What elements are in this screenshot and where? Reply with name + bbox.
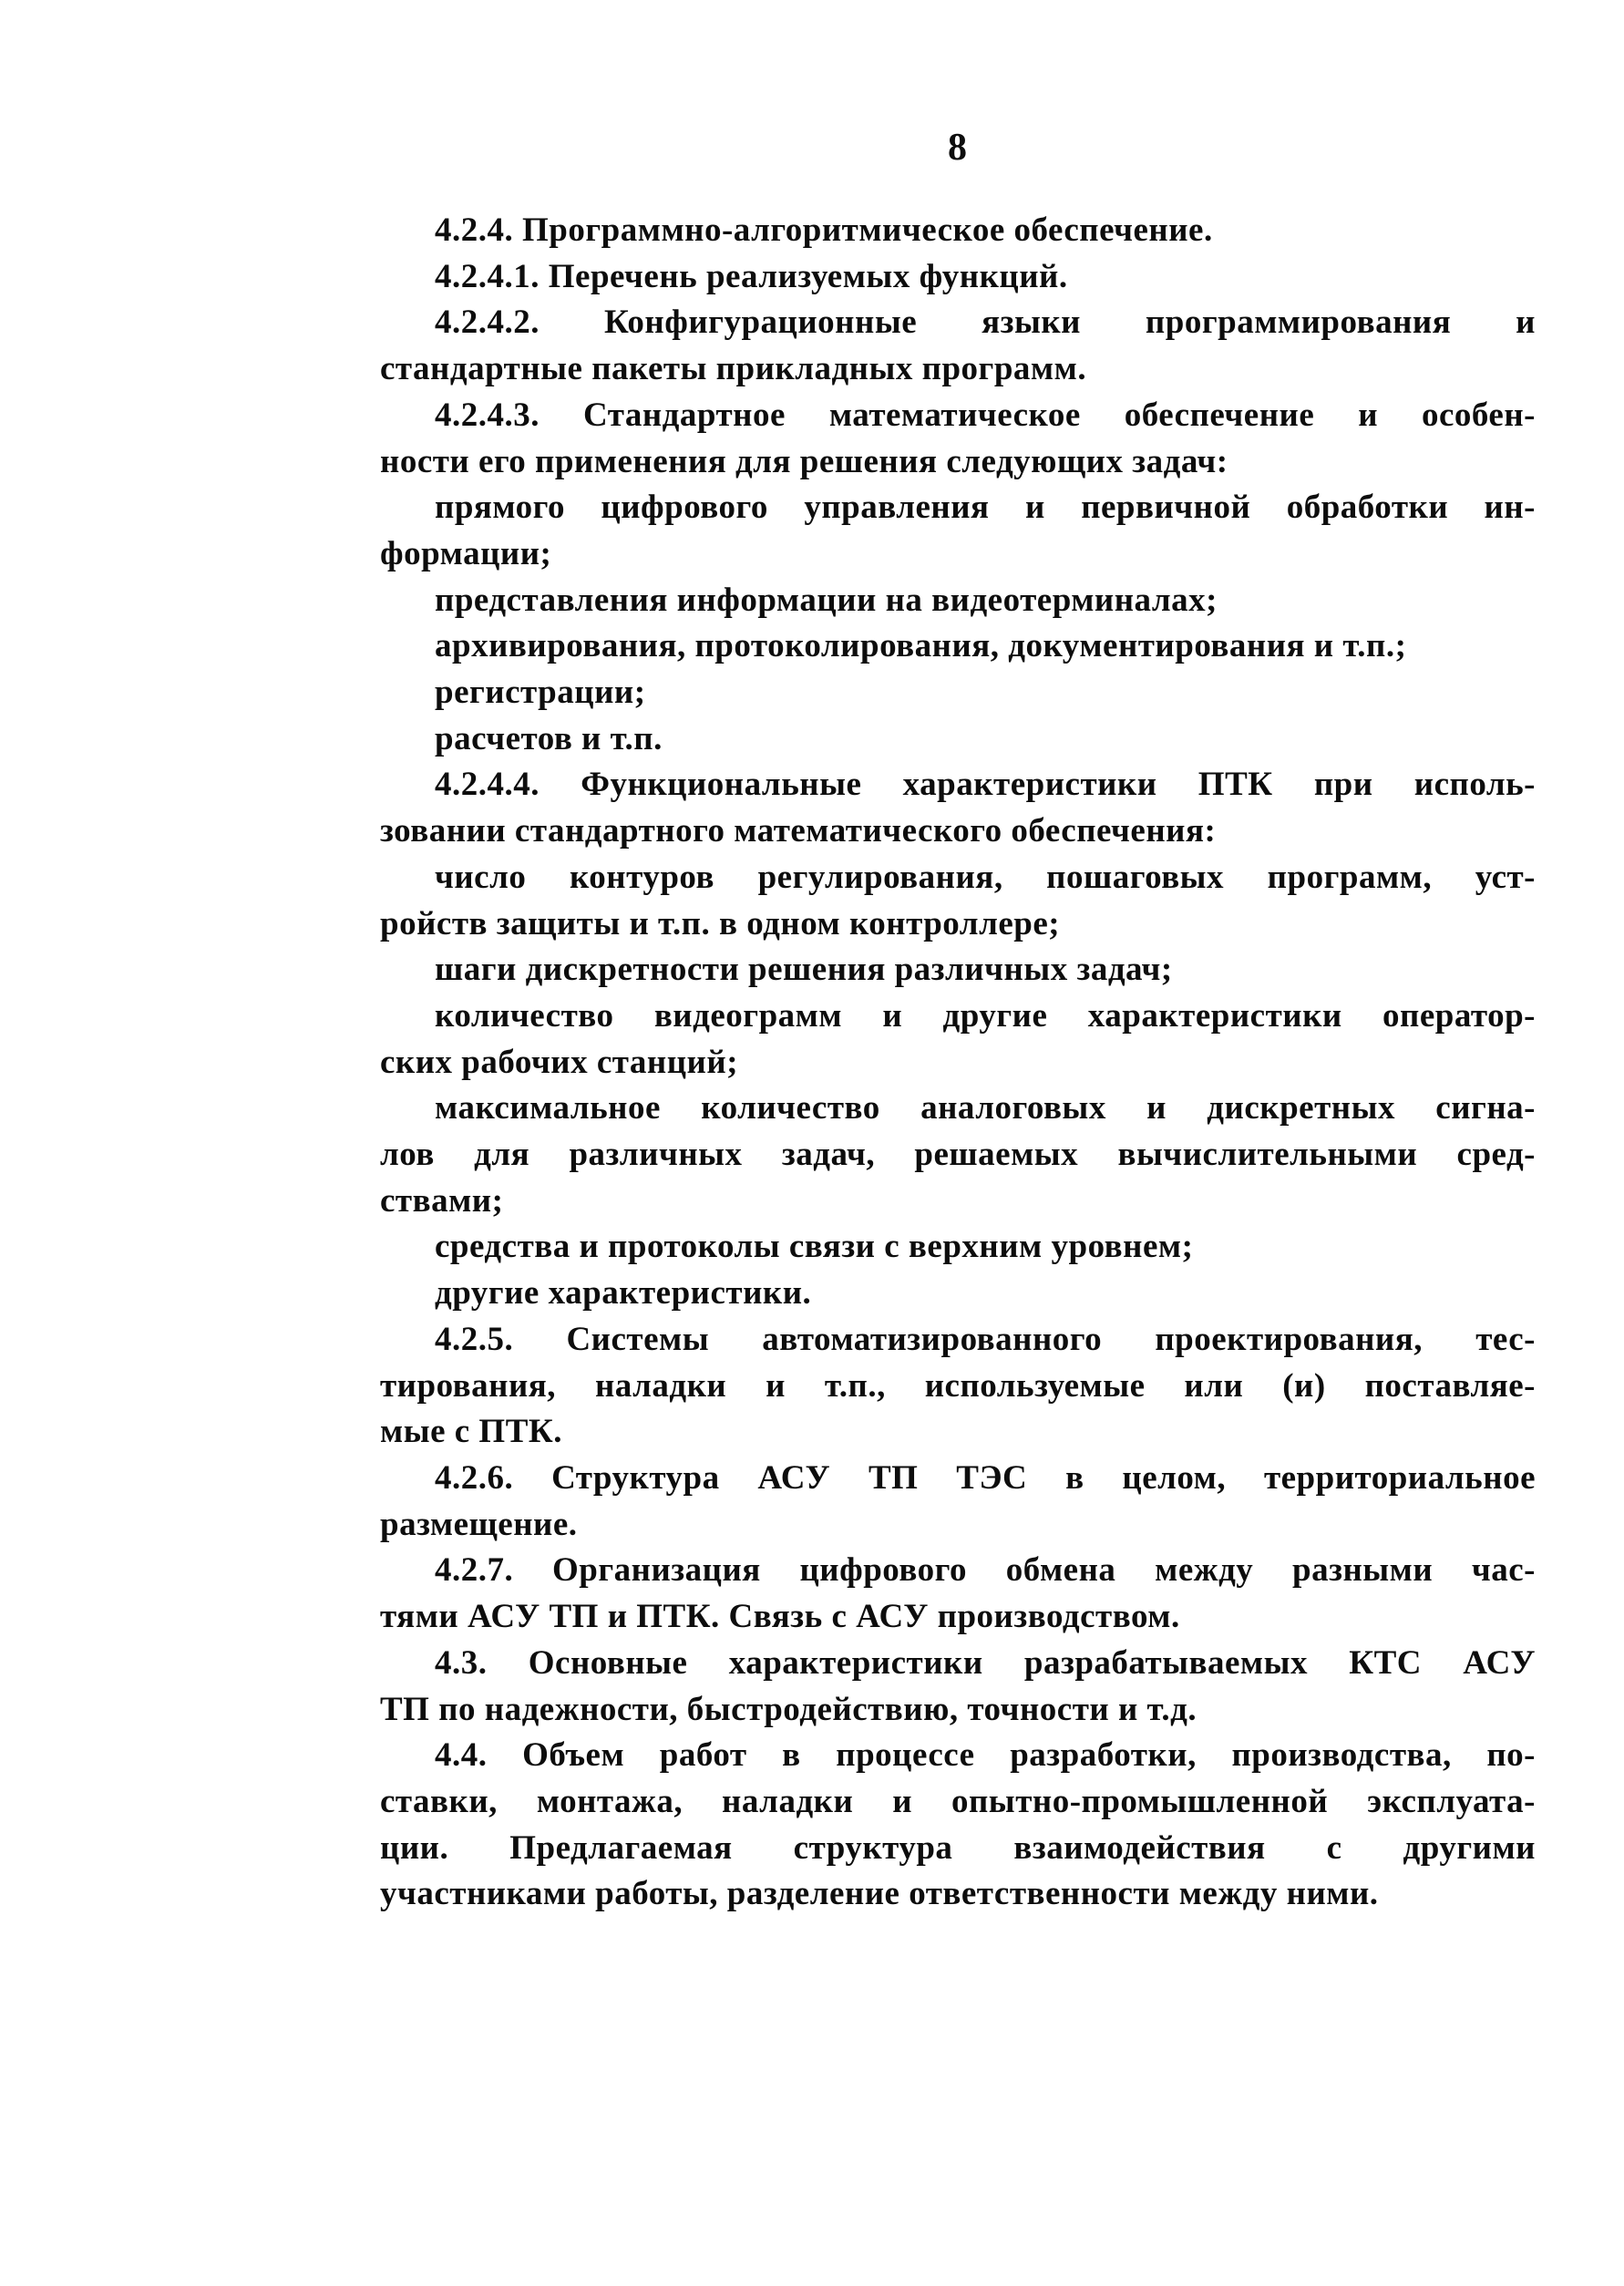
text-line: 4.2.6. Структура АСУ ТП ТЭС в целом, территориальное — [435, 1458, 1536, 1497]
text-line: стандартные пакеты прикладных программ. — [380, 350, 1087, 388]
text-line: архивирования, протоколирования, документирования и т.п.; — [435, 627, 1407, 665]
text-line: ских рабочих станций; — [380, 1043, 739, 1081]
text-line: 4.2.5. Системы автоматизированного проектирования, тес- — [435, 1320, 1536, 1358]
text-line: 4.3. Основные характеристики разрабатываемых КТС АСУ — [435, 1643, 1536, 1682]
text-line: тирования, наладки и т.п., используемые или (и) поставляе- — [380, 1366, 1536, 1405]
text-line: ройств защиты и т.п. в одном контроллере; — [380, 904, 1061, 942]
text-line: число контуров регулирования, пошаговых программ, уст- — [435, 858, 1536, 896]
text-line: представления информации на видеотерминалах; — [435, 581, 1218, 619]
text-line: ствами; — [380, 1181, 504, 1220]
text-line: ТП по надежности, быстродействию, точности и т.д. — [380, 1690, 1197, 1728]
text-line: 4.2.7. Организация цифрового обмена между разными час- — [435, 1551, 1536, 1590]
text-line: максимальное количество аналоговых и дискретных сигна- — [435, 1089, 1536, 1128]
text-line: количество видеограмм и другие характеристики оператор- — [435, 996, 1536, 1035]
text-line: другие характеристики. — [435, 1274, 812, 1313]
text-line: мые с ПТК. — [380, 1413, 562, 1451]
text-line: 4.2.4.3. Стандартное математическое обеспечение и особен- — [435, 396, 1536, 434]
text-line: 4.2.4.2. Конфигурационные языки программирования и — [435, 304, 1536, 342]
text-line: размещение. — [380, 1505, 578, 1543]
text-line: 4.2.4.4. Функциональные характеристики ПТК при исполь- — [435, 766, 1536, 804]
text-line: формации; — [380, 534, 552, 572]
text-line: шаги дискретности решения различных задач; — [435, 951, 1173, 989]
text-line: ции. Предлагаемая структура взаимодействия с другими — [380, 1828, 1536, 1867]
text-line: 4.4. Объем работ в процессе разработки, производства, по- — [435, 1736, 1536, 1775]
text-line: зовании стандартного математического обеспечения: — [380, 812, 1217, 850]
text-line: тями АСУ ТП и ПТК. Связь с АСУ производством. — [380, 1598, 1180, 1636]
text-line: 4.2.4.1. Перечень реализуемых функций. — [435, 257, 1068, 295]
page-number: 8 — [948, 127, 968, 169]
text-line: расчетов и т.п. — [435, 719, 663, 757]
text-line: участниками работы, разделение ответственности между ними. — [380, 1875, 1379, 1913]
text-line: ставки, монтажа, наладки и опытно-промышленной эксплуата- — [380, 1782, 1536, 1820]
text-block — [380, 208, 1536, 1918]
text-line: регистрации; — [435, 674, 646, 712]
text-line: ности его применения для решения следующих задач: — [380, 442, 1228, 480]
text-line: лов для различных задач, решаемых вычислительными сред- — [380, 1136, 1536, 1174]
text-line: средства и протоколы связи с верхним уровнем; — [435, 1228, 1194, 1266]
text-line: 4.2.4. Программно-алгоритмическое обеспечение. — [435, 211, 1213, 249]
text-line: прямого цифрового управления и первичной обработки ин- — [435, 489, 1536, 527]
